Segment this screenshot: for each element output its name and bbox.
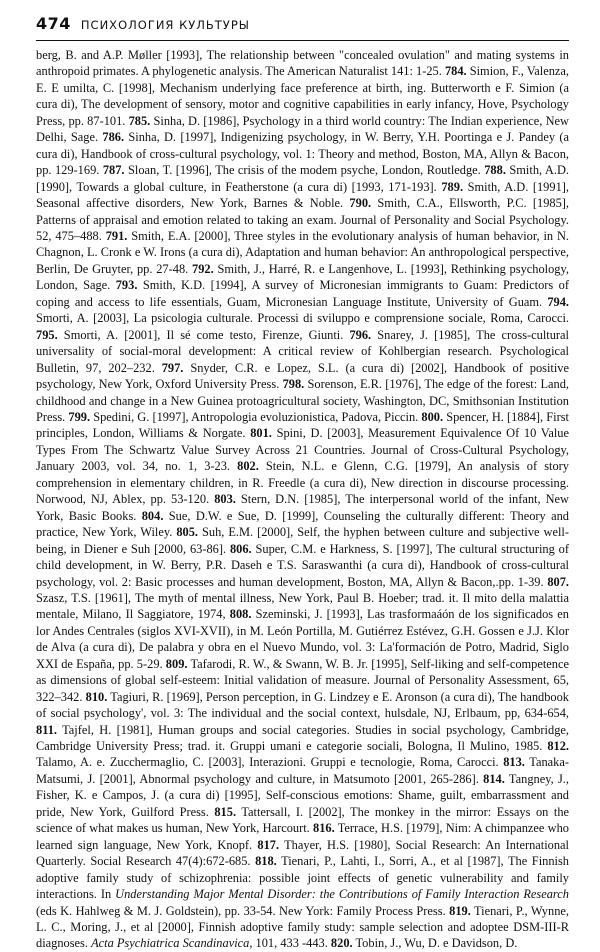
reference-text: Thayer, H.S. [1980], Social Research: An International Quarterly. Social Research 47(4):672-685. bbox=[36, 837, 569, 869]
reference-text: Szeminski, J. [1993], Las trasformaáón de los significados en lor Andes Centrales (siglos XVI-XVII), in M. León Portilla, M. Gutiérrez Estévez, G.H. Gossen e J.J. Klor de Alva (a cura di), De palabra y obra en el Nuevo Mundo, vol. 3: La'formación de Potro, Madrid, Siglo XXI de España, pp. 5-29. bbox=[36, 607, 569, 671]
reference-number: 808. bbox=[229, 607, 252, 622]
reference-text: Sorenson, E.R. [1976], The edge of the forest: Land, childhood and change in a New Guinea protoagricultural society, Washington, DC, Smithsonian Institution Press. bbox=[36, 377, 570, 424]
reference-text: Tobin, J., Wu, D. e Davidson, D. bbox=[352, 936, 518, 951]
italic-title: Understanding Major Mental Disorder: the Contributions of Family Interaction Research bbox=[115, 887, 569, 902]
reference-number: 803. bbox=[214, 492, 236, 507]
reference-text: Smith, A.D. [1990], Towards a global culture, in Featherstone (a cura di) [1993, 171-193]. bbox=[36, 163, 569, 194]
reference-text: Sue, D.W. e Sue, D. [1999], Counseling the culturally different: Theory and practice, New York, Wiley. bbox=[36, 508, 569, 540]
reference-number: 786. bbox=[102, 130, 125, 145]
reference-number: 804. bbox=[141, 508, 164, 523]
reference-number: 812. bbox=[547, 739, 569, 754]
reference-text: Terrace, H.S. [1979], Nim: A chimpanzee who learned sign language, New York, Knopf. bbox=[36, 821, 570, 852]
reference-text: Super, C.M. e Harkness, S. [1997], The cultural structuring of child development, in W. Berry, P.R. Daseh e T.S. Saraswanthi (a cura di), Handbook of cross-cultural psychology, vol. 2: Basic processes and human development, Boston, MA, Allyn & Bacon,.pp. 1-39. bbox=[36, 541, 569, 589]
reference-text: Simion, F., Valenza, E. E umilta, C. [1998], Mechanism underlying face preference at birth, ing. Butterworth e F. Simion (a cura di), The development of sensory, motor and cognitive capabilities in early infancy, Hove, Psychology Press, pp. 87-101. bbox=[36, 64, 570, 128]
reference-text: Tattersall, I. [2002], The monkey in the mirror: Essays on the science of what makes us human, New York, Harcourt. bbox=[36, 804, 570, 836]
reference-number: 815. bbox=[214, 804, 237, 819]
bibliography-text bbox=[36, 47, 569, 952]
reference-text: Tagiuri, R. [1969], Person perception, in G. Lindzey e E. Aronson (a cura di), The handbook of social psychology', vol. 3: The individual and the social context, hulsdale, NJ, Erlbaum, pp, 634-654, bbox=[36, 689, 570, 721]
reference-text: Snarey, J. [1985], The cross-cultural universality of social-moral development: A critical review of Kohlbergian research. Psychological Bulletin, 97, 202–232. bbox=[36, 327, 569, 375]
reference-number: 793. bbox=[115, 278, 138, 293]
reference-number: 816. bbox=[313, 821, 335, 836]
reference-text: Tienari, P., Wynne, L. C., Moring, J., et al [2000], Finnish adoptive family study: sample selection and adoptee DSM-III-R diagnoses. bbox=[36, 903, 569, 951]
reference-text: Smith, J., Harré, R. e Langenhove, L. [1993], Rethinking psychology, London, Sage. bbox=[36, 261, 569, 293]
reference-text: , 101, 433 -443. bbox=[249, 936, 331, 951]
reference-text: Spencer, H. [1884], First principles, London, Williams & Norgate. bbox=[36, 409, 569, 441]
reference-text: Suh, E.M. [2000], Self, the hyphen between culture and subjective well-being, in Diener e Suh [2000, 63-86]. bbox=[36, 525, 569, 556]
page-number: 474 bbox=[36, 14, 71, 33]
reference-number: 819. bbox=[449, 903, 471, 918]
reference-text: Stern, D.N. [1985], The interpersonal world of the infant, New York, Basic Books. bbox=[36, 492, 569, 523]
reference-text: Spedini, G. [1997], Antropologia evoluzionistica, Padova, Piccin. bbox=[90, 409, 422, 424]
reference-number: 802. bbox=[237, 459, 259, 474]
reference-text: Smorti, A. [2001], Il sé come testo, Firenze, Giunti. bbox=[57, 327, 350, 342]
reference-number: 817. bbox=[257, 837, 280, 852]
reference-number: 796. bbox=[349, 327, 372, 342]
reference-number: 800. bbox=[421, 409, 444, 424]
reference-number: 791. bbox=[105, 228, 128, 243]
reference-number: 810. bbox=[85, 689, 108, 704]
reference-number: 788. bbox=[484, 163, 506, 178]
reference-text: Sloan, T. [1996], The crisis of the modem psyche, London, Routledge. bbox=[124, 163, 485, 178]
reference-text: Smith, C.A., Ellsworth, P.C. [1985], Patterns of appraisal and emotion related to taking an exam. Journal of Personality and Social Psychology. 52, 475–488. bbox=[36, 196, 569, 243]
reference-number: 799. bbox=[68, 409, 91, 424]
reference-number: 792. bbox=[192, 261, 214, 276]
running-head: ПСИХОЛОГИЯ КУЛЬТУРЫ bbox=[80, 18, 250, 32]
reference-number: 805. bbox=[176, 525, 199, 540]
reference-number: 807. bbox=[547, 574, 569, 589]
reference-number: 801. bbox=[250, 426, 272, 441]
reference-number: 818. bbox=[255, 854, 277, 869]
reference-text: Smith, E.A. [2000], Three styles in the evolutionary analysis of human behavior, in N. Chagnon, L. Cronk e W. Irons (a cura di), Adaptation and human behavior: An anthropological perspective, Berlin, De Gruyter, pp. 27-48. bbox=[36, 228, 569, 276]
reference-number: 784. bbox=[444, 64, 467, 79]
reference-text: Stein, N.L. e Glenn, C.G. [1979], An analysis of story comprehension in elementary children, in R. Freedle (a cura di), New direction in discourse processing. Norwood, NJ, Ablex, pp. 53-120. bbox=[36, 459, 569, 507]
reference-text: Tanaka-Matsumi, J. [2001], Abnormal psychology and culture, in Matsumoto [2001, 265-286]. bbox=[36, 755, 570, 786]
reference-text: Tajfel, H. [1981], Human groups and social categories. Studies in social psychology, Cambridge, Cambridge University Press; trad. it. Gruppi umani e categorie sociali, Bologna, Il Mulino, 1985. bbox=[36, 722, 569, 754]
reference-number: 813. bbox=[503, 755, 525, 770]
reference-number: 789. bbox=[441, 179, 464, 194]
reference-text: Sinha, D. [1986], Psychology in a third world country: The Indian experience, New Delhi, Sage. bbox=[36, 113, 569, 145]
reference-text: Szasz, T.S. [1961], The myth of mental illness, New York, Paul B. Hoeber; trad. it. Il mito della malattia mentale, Milano, Il Saggiatore, 1974, bbox=[36, 590, 569, 622]
italic-title: Acta Psychiatrica Scandinavica bbox=[91, 936, 250, 951]
page-header bbox=[36, 14, 569, 41]
reference-text: Snyder, C.R. e Lopez, S.L. (a cura di) [2002], Handbook of positive psychology, New York, Oxford University Press. bbox=[36, 360, 569, 392]
reference-number: 814. bbox=[483, 771, 505, 786]
reference-number: 794. bbox=[547, 294, 569, 309]
reference-number: 820. bbox=[330, 936, 353, 951]
reference-text: Talamo, A. e. Zucchermaglio, C. [2003], Interazioni. Gruppi e tecnologie, Roma, Carocci. bbox=[36, 755, 504, 770]
reference-text: Sinha, D. [1997], Indigenizing psychology, in W. Berry, Y.H. Poortinga e J. Pandey (a cura di), Handbook of cross-cultural psychology, vol. 1: Theory and method, Boston, MA, Allyn & Bacon, pp. 129-169. bbox=[36, 130, 569, 178]
reference-number: 790. bbox=[349, 196, 372, 211]
reference-text: Smith, K.D. [1994], A survey of Micronesian immigrants to Guam: Predictors of coping and access to life essentials, Guam, Micronesian Language Institute, University of Guam. bbox=[36, 278, 569, 309]
reference-text: Spini, D. [2003], Measurement Equivalence Of 10 Value Types From The Schwartz Value Survey Across 21 Countries. Journal of Cross-Cultural Psychology, January 2003, vol. 34, no. 1, 3-23. bbox=[36, 426, 570, 474]
reference-number: 811. bbox=[36, 722, 57, 737]
reference-number: 785. bbox=[128, 113, 151, 128]
reference-text: Smorti, A. [2003], La psicologia culturale. Processi di sviluppo e comprensione sociale, Roma, Carocci. bbox=[36, 311, 569, 326]
reference-text: Tienari, P., Lahti, I., Sorri, A., et al [1987], The Finnish adoptive family study of schizophrenia: possible joint effects of genetic vulnerability and family interactions. In bbox=[36, 854, 569, 902]
reference-number: 787. bbox=[102, 163, 125, 178]
reference-number: 806. bbox=[229, 541, 252, 556]
reference-text: Smith, A.D. [1991], Seasonal affective disorders, New York, Barnes & Noble. bbox=[36, 179, 569, 211]
reference-number: 797. bbox=[161, 360, 184, 375]
reference-text: Tangney, J., Fisher, K. e Campos, J. (a cura di) [1995], Self-conscious emotions: Shame, guilt, embarrassment and pride, New York, Guilford Press. bbox=[36, 771, 570, 819]
reference-number: 798. bbox=[282, 377, 305, 392]
reference-text: Tafarodi, R. W., & Swann, W. B. Jr. [1995], Self-liking and self-competence as dimensions of global self-esteem: Initial validation of measure. Journal of Personality Assessment, 65, 322–342. bbox=[36, 656, 569, 704]
reference-text: berg, B. and A.P. Møller [1993], The relationship between "concealed ovulation" and mating systems in anthropoid primates. A phylogenetic analysis. The American Naturalist 141: 1-25. bbox=[36, 48, 569, 79]
reference-number: 809. bbox=[165, 656, 188, 671]
reference-text: (eds K. Hahlweg & M. J. Goldstein), pp. 33-54. New York: Family Process Press. bbox=[36, 903, 450, 918]
reference-number: 795. bbox=[36, 327, 58, 342]
